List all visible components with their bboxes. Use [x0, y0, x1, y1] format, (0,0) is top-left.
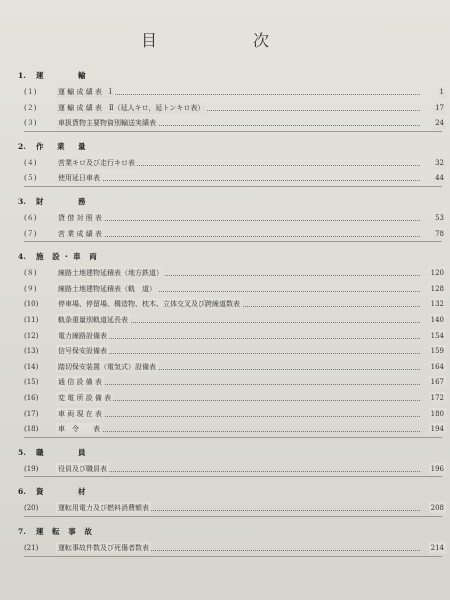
section-heading — [18, 526, 95, 537]
entry-title: 運転用電力及び燃料消費額表 — [58, 504, 149, 513]
entry-page-number: 140 — [430, 316, 444, 324]
entry-number: (21) — [24, 544, 39, 552]
leader-dots — [56, 416, 420, 417]
entry-title: 運 輸 成 績 表 Ⅰ — [58, 88, 112, 96]
entry-page-number: 159 — [430, 347, 444, 356]
leader-dots — [56, 338, 420, 339]
entry-title: 線路土地建物延積表（地方鉄道） — [58, 269, 163, 278]
section-number: 2. — [18, 141, 26, 151]
section-number: 3. — [18, 197, 26, 206]
entry-number: (10) — [24, 300, 39, 309]
entry-title: 線路土地建物延積表（軌 道） — [58, 284, 156, 293]
entry-page-number: 44 — [435, 174, 444, 183]
entry-title: 車 令 表 — [58, 425, 100, 434]
toc-entry[interactable] — [24, 392, 442, 404]
entry-number: (２) — [24, 103, 37, 112]
entry-number: (18) — [24, 425, 39, 434]
section-label: 運 輸 — [36, 71, 89, 80]
section-heading — [18, 70, 89, 81]
section-label: 財 務 — [36, 197, 89, 206]
toc-entry[interactable] — [24, 314, 442, 326]
entry-title: 踏切保安装置（電気式）設備表 — [58, 362, 156, 371]
entry-number: (６) — [24, 214, 37, 222]
entry-page-number: 24 — [435, 119, 444, 128]
entry-title: 車 両 現 在 表 — [58, 409, 102, 418]
entry-page-number: 154 — [430, 331, 444, 340]
section-divider — [24, 516, 442, 517]
entry-title: 停車場、停留場、構造物、枕木、立体交叉及び跨線道数表 — [58, 300, 240, 309]
section-label: 資 材 — [36, 487, 89, 497]
section-heading — [18, 486, 89, 497]
toc-entry[interactable] — [24, 408, 442, 420]
leader-dots — [56, 353, 420, 354]
toc-entry[interactable] — [24, 502, 442, 514]
entry-title: 運転事故件数及び死傷者数表 — [58, 544, 149, 552]
toc-entry[interactable] — [24, 361, 442, 373]
leader-dots — [56, 220, 420, 221]
entry-number: (５) — [24, 174, 37, 183]
entry-number: (７) — [24, 229, 37, 238]
entry-page-number: 208 — [430, 504, 444, 513]
section-number: 7. — [18, 527, 26, 536]
entry-number: (11) — [24, 316, 39, 324]
entry-number: (16) — [24, 394, 39, 402]
leader-dots — [56, 431, 420, 432]
entry-title: 使用延日車表 — [58, 174, 100, 183]
entry-number: (12) — [24, 331, 39, 340]
toc-entry[interactable] — [24, 172, 442, 184]
entry-number: (13) — [24, 347, 39, 356]
entry-title: 営 業 成 績 表 — [58, 229, 102, 238]
toc-entry[interactable] — [24, 423, 442, 435]
section-divider — [24, 437, 442, 438]
leader-dots — [56, 384, 420, 385]
entry-page-number: 1 — [439, 88, 444, 96]
entry-title: 貸 借 対 照 表 — [58, 214, 102, 222]
section-divider — [24, 241, 442, 242]
entry-title: 信号保安設備表 — [58, 347, 107, 356]
entry-title: 電力線路設備表 — [58, 331, 107, 340]
toc-entry[interactable] — [24, 345, 442, 357]
entry-number: (９) — [24, 284, 37, 293]
entry-page-number: 32 — [435, 158, 444, 167]
section-number: 5. — [18, 447, 26, 457]
section-heading — [18, 196, 89, 207]
section-divider — [24, 476, 442, 477]
toc-entry[interactable] — [24, 267, 442, 279]
entry-number: (４) — [24, 158, 37, 167]
section-number: 6. — [18, 487, 26, 497]
entry-title: 運 輸 成 績 表 Ⅱ（延人キロ，延トンキロ表） — [58, 103, 205, 112]
section-number: 1. — [18, 71, 26, 80]
entry-page-number: 167 — [430, 378, 444, 387]
toc-entry[interactable] — [24, 102, 442, 114]
toc-entry[interactable] — [24, 228, 442, 240]
toc-entry[interactable] — [24, 86, 442, 98]
section-label: 作 業 量 — [36, 141, 89, 151]
entry-page-number: 17 — [435, 103, 444, 112]
entry-page-number: 194 — [430, 425, 444, 434]
entry-page-number: 53 — [435, 214, 444, 222]
toc-entry[interactable] — [24, 283, 442, 295]
entry-title: 役員及び職員表 — [58, 464, 107, 473]
entry-page-number: 196 — [430, 464, 444, 473]
entry-number: (19) — [24, 464, 39, 473]
section-heading — [18, 141, 89, 152]
toc-entry[interactable] — [24, 330, 442, 342]
entry-number: (８) — [24, 269, 37, 278]
section-label: 職 員 — [36, 447, 89, 457]
section-heading — [18, 447, 89, 458]
toc-entry[interactable] — [24, 212, 442, 224]
entry-page-number: 164 — [430, 362, 444, 371]
page-title: 目 次 — [140, 31, 309, 50]
toc-entry[interactable] — [24, 542, 442, 554]
entry-title: 営業キロ及び走行キロ表 — [58, 158, 135, 167]
entry-title: 通 信 設 備 表 — [58, 378, 102, 387]
section-divider — [24, 556, 442, 557]
toc-entry[interactable] — [24, 376, 442, 388]
leader-dots — [56, 180, 420, 181]
section-divider — [24, 186, 442, 187]
section-divider — [24, 131, 442, 132]
entry-page-number: 180 — [430, 409, 444, 418]
entry-page-number: 120 — [430, 269, 444, 278]
toc-entry[interactable] — [24, 298, 442, 310]
toc-entry[interactable] — [24, 117, 442, 129]
toc-entry[interactable] — [24, 157, 442, 169]
entry-page-number: 78 — [435, 229, 444, 238]
section-heading — [18, 251, 100, 262]
section-number: 4. — [18, 252, 26, 262]
leader-dots — [56, 236, 420, 237]
entry-page-number: 132 — [430, 300, 444, 309]
entry-number: (14) — [24, 362, 39, 371]
entry-number: (17) — [24, 409, 39, 418]
entry-number: (３) — [24, 119, 37, 128]
entry-page-number: 172 — [430, 394, 444, 402]
entry-page-number: 128 — [430, 284, 444, 293]
entry-title: 軌条重量別軌道延長表 — [58, 316, 128, 324]
toc-entry[interactable] — [24, 463, 442, 475]
section-label: 運 転 事 故 — [36, 527, 95, 536]
section-label: 施 設・車 両 — [36, 252, 100, 262]
leader-dots — [56, 471, 420, 472]
entry-number: (１) — [24, 88, 37, 96]
entry-number: (15) — [24, 378, 39, 387]
entry-title: 車扱貨物主要物資別輸送実績表 — [58, 119, 156, 128]
entry-number: (20) — [24, 504, 39, 513]
entry-page-number: 214 — [430, 544, 444, 552]
entry-title: 変 電 所 設 備 表 — [58, 394, 112, 402]
